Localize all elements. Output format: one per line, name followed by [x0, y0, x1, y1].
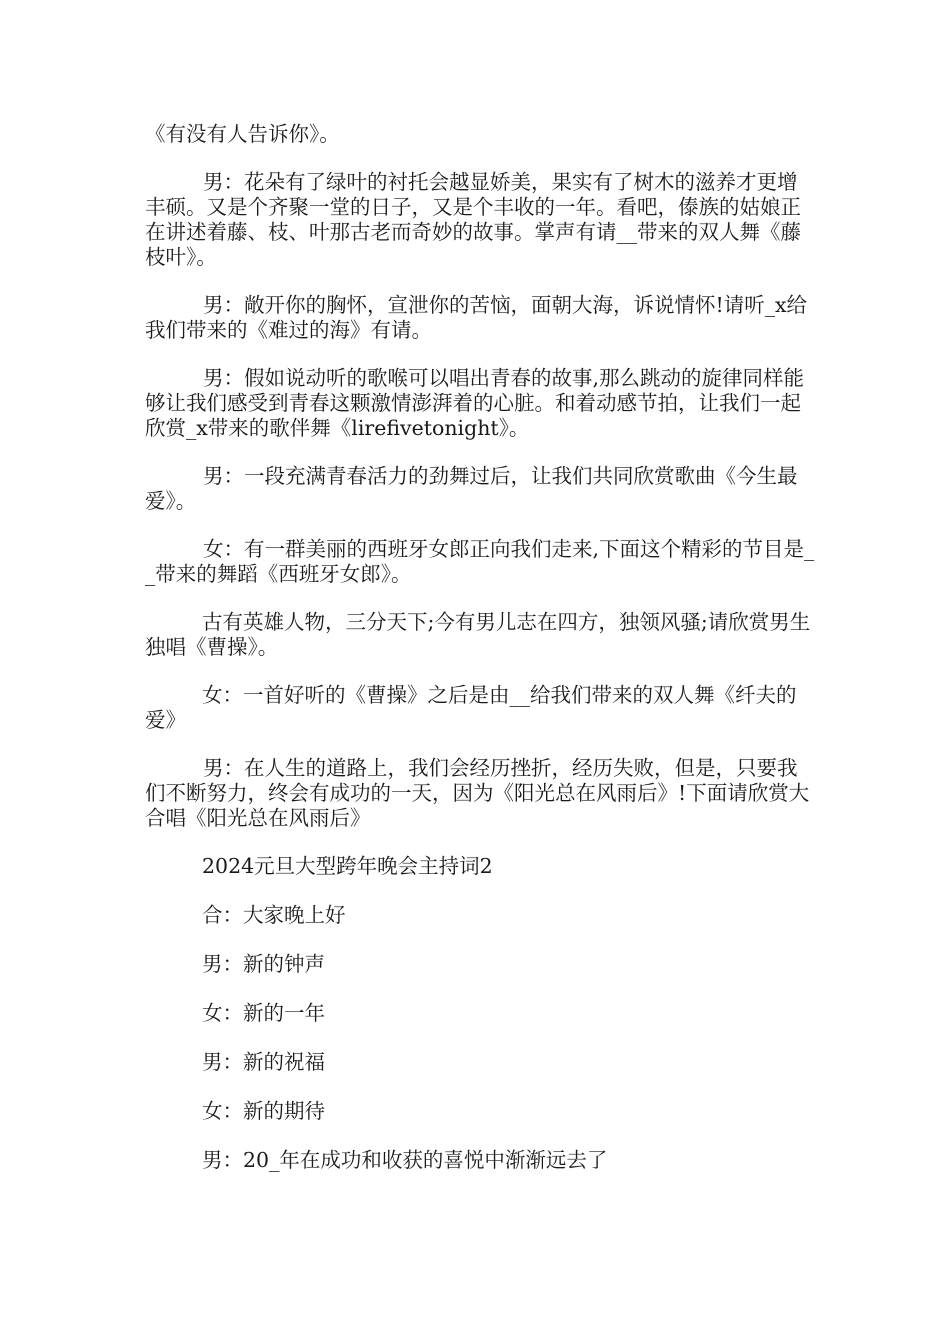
paragraph-tengzhiye: 男：花朵有了绿叶的衬托会越显娇美，果实有了树木的滋养才更增丰硕。又是个齐聚一堂的日子，又是个丰收的一年。看吧，傣族的姑娘正在讲述着藤、枝、叶那古老而奇妙的故事。掌声有请__带来的双人舞《藤枝叶》。	[145, 170, 801, 269]
dialogue-line: 男：新的钟声	[202, 952, 325, 976]
paragraph-yangguang: 男：在人生的道路上，我们会经历挫折，经历失败，但是，只要我们不断努力，终会有成功的一天，因为《阳光总在风雨后》!下面请欣赏大合唱《阳光总在风雨后》	[145, 756, 810, 830]
paragraph-caocao: 古有英雄人物，三分天下;今有男儿志在四方，独领风骚;请欣赏男生独唱《曹操》。	[145, 610, 811, 659]
dialogue-line: 女：新的期待	[202, 1099, 325, 1123]
dialogue-line: 合：大家晚上好	[202, 903, 346, 927]
paragraph-intro: 《有没有人告诉你》。	[145, 122, 340, 146]
paragraph-xibanya-nvlang: 女：有一群美丽的西班牙女郎正向我们走来,下面这个精彩的节目是__带来的舞蹈《西班牙女郎》。	[145, 537, 815, 586]
section-title: 2024元旦大型跨年晚会主持词2	[202, 854, 493, 878]
paragraph-jinsheng-zuiai: 男：一段充满青春活力的劲舞过后，让我们共同欣赏歌曲《今生最爱》。	[145, 464, 798, 513]
paragraph-qianfu-de-ai: 女：一首好听的《曹操》之后是由__给我们带来的双人舞《纤夫的爱》	[145, 683, 797, 732]
dialogue-line: 女：新的一年	[202, 1001, 325, 1025]
document-body	[145, 122, 817, 1197]
dialogue-line: 男：20_年在成功和收获的喜悦中渐渐远去了	[202, 1148, 608, 1172]
dialogue-line: 男：新的祝福	[202, 1050, 325, 1074]
paragraph-song-dance: 男：假如说动听的歌喉可以唱出青春的故事,那么跳动的旋律同样能够让我们感受到青春这颗激情澎湃着的心脏。和着动感节拍，让我们一起欣赏_x带来的歌伴舞《lirefivetonight》。	[145, 366, 805, 440]
paragraph-nanguo-de-hai: 男：敞开你的胸怀，宣泄你的苦恼，面朝大海，诉说情怀!请听_x给我们带来的《难过的海》有请。	[145, 293, 808, 342]
